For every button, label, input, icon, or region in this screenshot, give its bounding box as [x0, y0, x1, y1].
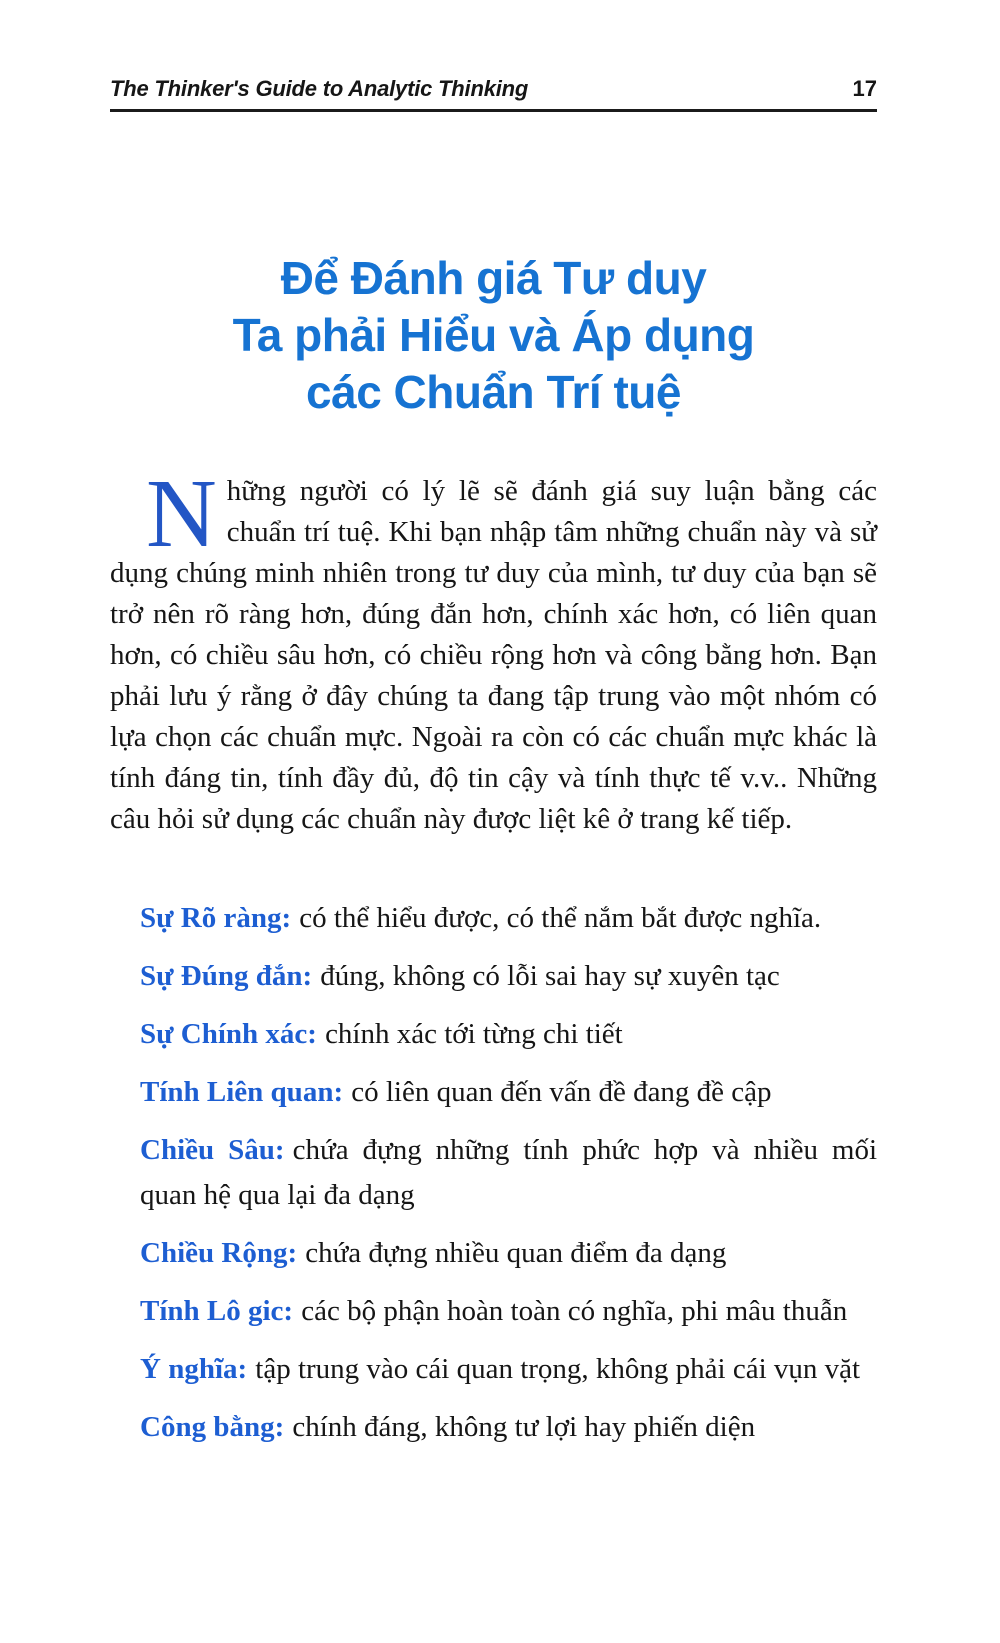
standard-item-relevance — [140, 1070, 877, 1115]
standard-label: Tính Lô gic: — [140, 1295, 294, 1327]
standard-label: Chiều Rộng: — [140, 1237, 298, 1269]
standard-text: chính xác tới từng chi tiết — [325, 1018, 623, 1050]
standard-item-logic — [140, 1289, 877, 1334]
chapter-title-line-2: Ta phải Hiểu và Áp dụng — [232, 309, 755, 361]
standard-item-significance — [140, 1347, 877, 1392]
standard-item-clarity — [140, 896, 877, 941]
standard-text: tập trung vào cái quan trọng, không phải cái vụn vặt — [255, 1353, 861, 1385]
standard-label: Tính Liên quan: — [140, 1076, 344, 1108]
standard-label: Công bằng: — [140, 1411, 285, 1443]
standard-label: Sự Rõ ràng: — [140, 902, 292, 934]
chapter-title-line-1: Để Đánh giá Tư duy — [280, 252, 707, 304]
running-header-book-title: The Thinker's Guide to Analytic Thinking — [110, 76, 529, 101]
standard-text: chứa đựng những tính phức hợp và nhiều mối quan hệ qua lại đa dạng — [140, 1134, 878, 1211]
standard-label: Chiều Sâu: — [140, 1134, 285, 1166]
standard-label: Sự Chính xác: — [140, 1018, 317, 1050]
page-number: 17 — [852, 76, 877, 101]
standard-text: các bộ phận hoàn toàn có nghĩa, phi mâu thuẫn — [301, 1295, 848, 1327]
intro-text: hững người có lý lẽ sẽ đánh giá suy luận bằng các chuẩn trí tuệ. Khi bạn nhập tâm những chuẩn này và sử dụng chúng minh nhiên trong tư duy của mình, tư duy của bạn sẽ trở nên rõ ràng hơn, đúng đắn hơn, chính xác hơn, có liên quan hơn, có chiều sâu hơn, có chiều rộng hơn và công bằng hơn. Bạn phải lưu ý rằng ở đây chúng ta đang tập trung vào một nhóm có lựa chọn các chuẩn mực. Ngoài ra còn có các chuẩn mực khác là tính đáng tin, tính đầy đủ, độ tin cậy và tính thực tế v.v.. Những câu hỏi sử dụng các chuẩn này được liệt kê ở trang kế tiếp. — [110, 475, 877, 835]
standard-text: có liên quan đến vấn đề đang đề cập — [351, 1076, 772, 1108]
standard-text: có thể hiểu được, có thể nắm bắt được nghĩa. — [299, 902, 822, 934]
intro-paragraph — [110, 460, 877, 840]
standard-text: đúng, không có lỗi sai hay sự xuyên tạc — [320, 960, 780, 992]
chapter-title-line-3: các Chuẩn Trí tuệ — [306, 366, 681, 418]
standards-list — [140, 896, 877, 1450]
standard-text: chứa đựng nhiều quan điểm đa dạng — [305, 1237, 727, 1269]
standard-text: chính đáng, không tư lợi hay phiến diện — [292, 1411, 756, 1443]
chapter-title — [110, 250, 877, 421]
drop-cap: N — [146, 460, 217, 568]
standard-item-fairness — [140, 1405, 877, 1450]
standard-label: Sự Đúng đắn: — [140, 960, 313, 992]
standard-item-breadth — [140, 1231, 877, 1276]
standard-label: Ý nghĩa: — [140, 1353, 248, 1385]
running-header — [110, 76, 877, 112]
standard-item-precision — [140, 1012, 877, 1057]
standard-item-accuracy — [140, 954, 877, 999]
standard-item-depth — [140, 1128, 877, 1218]
